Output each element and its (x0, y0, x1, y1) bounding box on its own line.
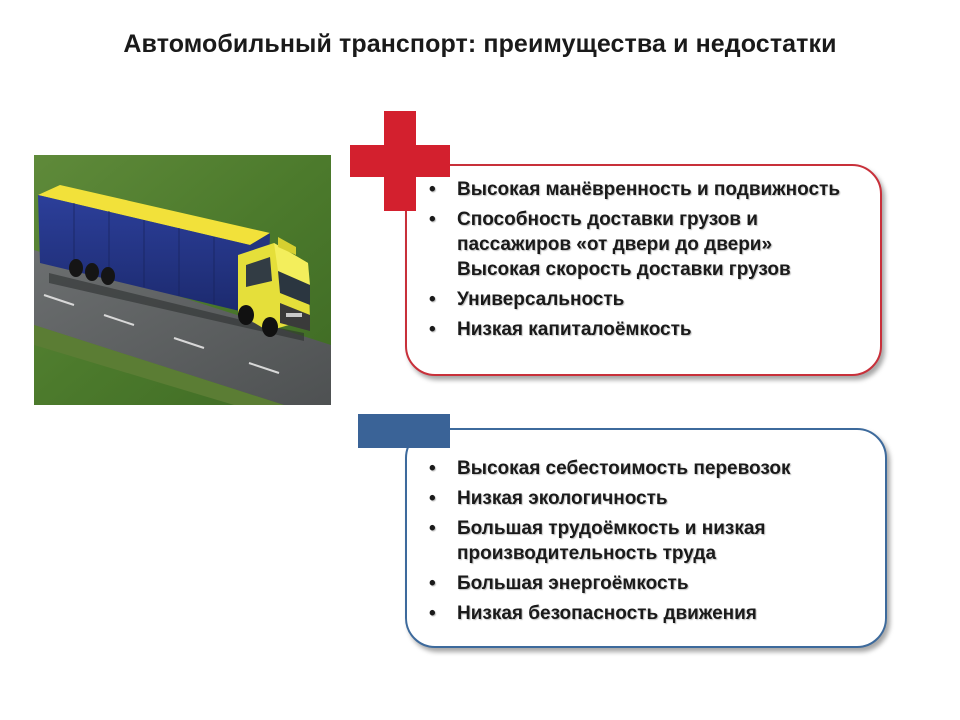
list-item (429, 516, 871, 566)
list-item (429, 456, 871, 481)
list-item (429, 317, 866, 342)
disadvantage-text: Низкая безопасность движения (457, 603, 757, 624)
advantage-text: Низкая капиталоёмкость (457, 319, 692, 340)
list-item-continuation (429, 257, 866, 282)
disadvantage-text: Низкая экологичность (457, 488, 668, 509)
plus-shape (350, 111, 450, 211)
disadvantage-text: Большая энергоёмкость (457, 573, 689, 594)
plus-icon (350, 111, 450, 211)
minus-icon (358, 414, 450, 448)
advantages-list (429, 177, 866, 347)
bullet: • (429, 573, 436, 594)
advantage-text: Способность доставки грузов и пассажиров «от двери до двери» (457, 209, 773, 255)
slide-title: Автомобильный транспорт: преимущества и недостатки (123, 30, 837, 58)
disadvantage-text: Большая трудоёмкость и низкая производительность труда (457, 518, 766, 564)
bullet: • (429, 179, 436, 200)
bullet: • (429, 603, 436, 624)
list-item (429, 177, 866, 202)
bullet: • (429, 209, 436, 230)
bullet: • (429, 488, 436, 509)
advantage-text: Высокая скорость доставки грузов (457, 259, 791, 280)
list-item (429, 486, 871, 511)
list-item (429, 287, 866, 312)
truck-photo (34, 155, 331, 405)
disadvantages-list (429, 456, 871, 631)
bullet: • (429, 319, 436, 340)
list-item (429, 601, 871, 626)
bullet: • (429, 458, 436, 479)
disadvantage-text: Высокая себестоимость перевозок (457, 458, 791, 479)
list-item (429, 571, 871, 596)
bullet: • (429, 289, 436, 310)
advantage-text: Универсальность (457, 289, 625, 310)
advantage-text: Высокая манёвренность и подвижность (457, 179, 841, 200)
list-item (429, 207, 866, 257)
bullet: • (429, 518, 436, 539)
disadvantages-box (405, 428, 887, 648)
minus-shape (358, 414, 450, 448)
advantages-box (405, 164, 882, 376)
